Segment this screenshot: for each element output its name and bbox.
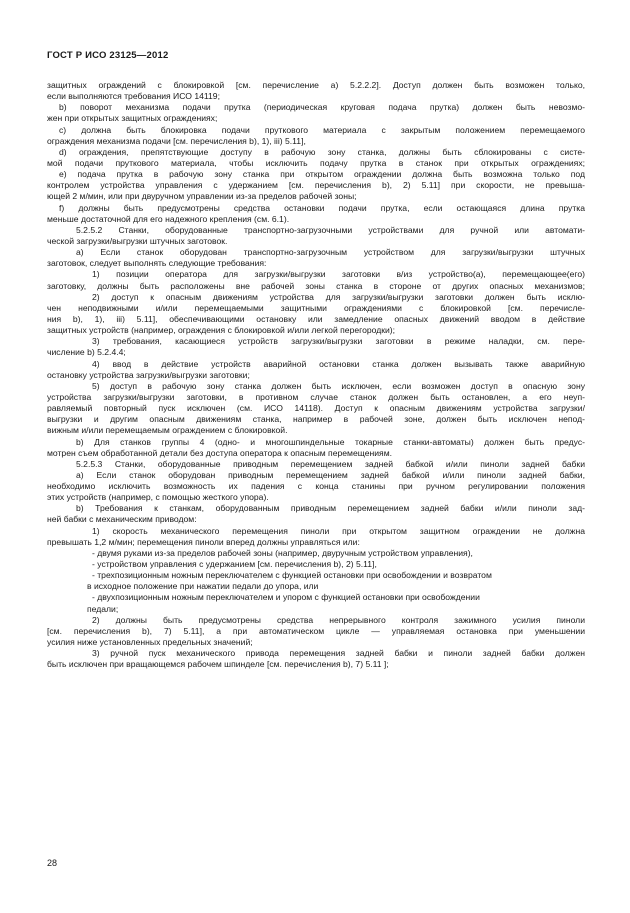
text-line: ческой загрузки/выгрузки штучных заготовок.: [47, 235, 228, 246]
text-line: необходимо исключить возможность их падения с конца станины при ручном регулировании положения: [47, 481, 585, 492]
text-line: заготовку, должны быть расположены вне рабочей зоны станка в стороне от других опасных механизмов;: [47, 280, 585, 291]
text-line: жен при открытых защитных ограждениях;: [47, 113, 218, 124]
text-line: а) Если станок оборудован приводным перемещением задней бабкой и/или пиноли задней бабки,: [76, 469, 585, 480]
text-line: b) поворот механизма подачи прутка (периодическая круговая подача прутка) должен быть невозмо-: [59, 102, 585, 113]
text-line: мой подачи пруткового материала, чтобы исключить подачу прутка в станок при открытых ограждениях;: [47, 157, 585, 168]
text-line: заготовок, следует выполнять следующие требования:: [47, 258, 267, 269]
text-line: b) Требования к станкам, оборудованным приводным перемещением задней бабки и/или пиноли зад-: [76, 503, 585, 514]
text-line: 2) должны быть предусмотрены средства непрерывного контроля зажимного усилия пиноли: [92, 614, 585, 625]
text-line: если выполняются требования ИСО 14119;: [47, 91, 220, 102]
text-line: быть исключен при вращающемся рабочем шпинделе [см. перечисления b), 7) 5.11 ];: [47, 659, 389, 670]
text-line: 2) доступ к опасным движениям устройства для загрузки/выгрузки заготовки должен быть исклю-: [92, 291, 585, 302]
text-line: - двухпозиционным ножным переключателем и упором с функцией остановки при освобождении: [92, 592, 480, 603]
text-line: 1) скорость механического перемещения пиноли при открытом защитном ограждении не должна: [92, 525, 585, 536]
text-line: - устройством управления с удержанием [см. перечисления b), 2) 5.11],: [92, 559, 377, 570]
text-line: защитных ограждений с блокировкой [см. перечисление а) 5.2.2.2]. Доступ должен быть возможен только,: [47, 80, 585, 90]
text-line: b) Для станков группы 4 (одно- и многошпиндельные токарные станки-автоматы) должен быть предус-: [76, 436, 585, 447]
document-body: [47, 80, 585, 670]
text-line: чен неподвижными и/или перемещаемыми защитными ограждениями с блокировкой [см. перечисле-: [47, 302, 585, 313]
text-line: - трехпозиционным ножным переключателем с функцией остановки при освобождении и возвратом: [92, 570, 492, 581]
text-line: ограждения механизма подачи [см. перечисления b), 1), iii) 5.11],: [47, 135, 306, 146]
text-line: мотрен съем обработанной детали без доступа оператора к опасным перемещениям.: [47, 447, 392, 458]
text-line: остановку устройства загрузки/выгрузки заготовки;: [47, 369, 250, 380]
text-line: d) ограждения, препятствующие доступу в рабочую зону станка, должны быть сблокированы с систе-: [59, 146, 585, 157]
text-line: 5) доступ в рабочую зону станка должен быть исключен, если возможен доступ в опасную зону: [92, 380, 585, 391]
text-line: 3) требования, касающиеся устройств загрузки/выгрузки заготовки в режиме наладки, см. пере-: [92, 336, 585, 347]
text-line: - двумя руками из-за пределов рабочей зоны (например, двуручным устройством управления),: [92, 547, 473, 558]
document-header: ГОСТ Р ИСО 23125—2012: [47, 50, 169, 61]
text-line: е) подача прутка в рабочую зону станка при открытом ограждении должна быть возможна только под: [59, 169, 585, 180]
text-line: f) должны быть предусмотрены средства остановки подачи прутка, если остающаяся длина прутка: [59, 202, 585, 213]
text-line: числение b) 5.2.4.4;: [47, 347, 126, 358]
text-line: устройства загрузки/выгрузки заготовки, в противном случае станок должен быть остановлен, а его неуп-: [47, 391, 585, 402]
text-line: в исходное положение при нажатии педали до упора, или: [87, 581, 319, 592]
text-line: этих устройств (например, с помощью жесткого упора).: [47, 492, 269, 503]
text-line: ющей 2 м/мин, или при двуручном управлении из-за пределов рабочей зоны;: [47, 191, 357, 202]
text-line: 3) ручной пуск механического привода перемещения задней бабки и пиноли задней бабки должен: [92, 648, 585, 659]
text-line: ней бабки с механическим приводом:: [47, 514, 197, 525]
text-line: усилия ниже установленных предельных значений;: [47, 637, 253, 648]
text-line: вижным и/или перемещаемым ограждением с блокировкой.: [47, 425, 288, 436]
text-line: превышать 1,2 м/мин; перемещения пиноли вперед должны управляться или:: [47, 536, 360, 547]
text-line: меньше достаточной для его надежного крепления (см. 6.1).: [47, 213, 290, 224]
text-line: равляемый повторный пуск исключен (см. ИСО 14118). Доступ к опасным движениям устройства загрузки/: [47, 403, 585, 414]
text-line: педали;: [87, 603, 119, 614]
text-line: ния b), 1), iii) 5.11], обеспечивающими остановку или замедление опасных движений вводом в действие: [47, 313, 585, 324]
text-line: 5.2.5.2 Станки, оборудованные транспортно-загрузочными устройствами для ручной или автомати-: [76, 224, 585, 235]
text-line: 5.2.5.3 Станки, оборудованные приводным перемещением задней бабкой и/или пиноли задней бабки: [76, 458, 585, 469]
text-line: выгрузки и другим опасным движениям станка, например в рабочей зоне, должен быть исключен непод-: [47, 414, 585, 425]
text-line: 4) ввод в действие устройств аварийной остановки станка должен вызывать также аварийную: [92, 358, 585, 369]
text-line: [см. перечисления b), 7) 5.11], а при автоматическом цикле — управляемая остановка при уменьшении: [47, 625, 585, 636]
text-line: а) Если станок оборудован транспортно-загрузочным устройством для загрузки/выгрузки штучных: [76, 247, 585, 258]
text-line: контролем устройства управления с удержанием [см. перечисления b), 2) 5.11] при скорости, не превыша-: [47, 180, 585, 191]
text-line: 1) позиции оператора для загрузки/выгрузки заготовки в/из устройство(а), перемещающее(его): [92, 269, 585, 280]
page-number: 28: [47, 858, 58, 868]
text-line: защитных устройств (например, ограждения с блокировкой и/или легкой перегородки);: [47, 325, 396, 336]
text-line: с) должна быть блокировка подачи пруткового материала с закрытым положением перемещаемого: [59, 124, 585, 135]
